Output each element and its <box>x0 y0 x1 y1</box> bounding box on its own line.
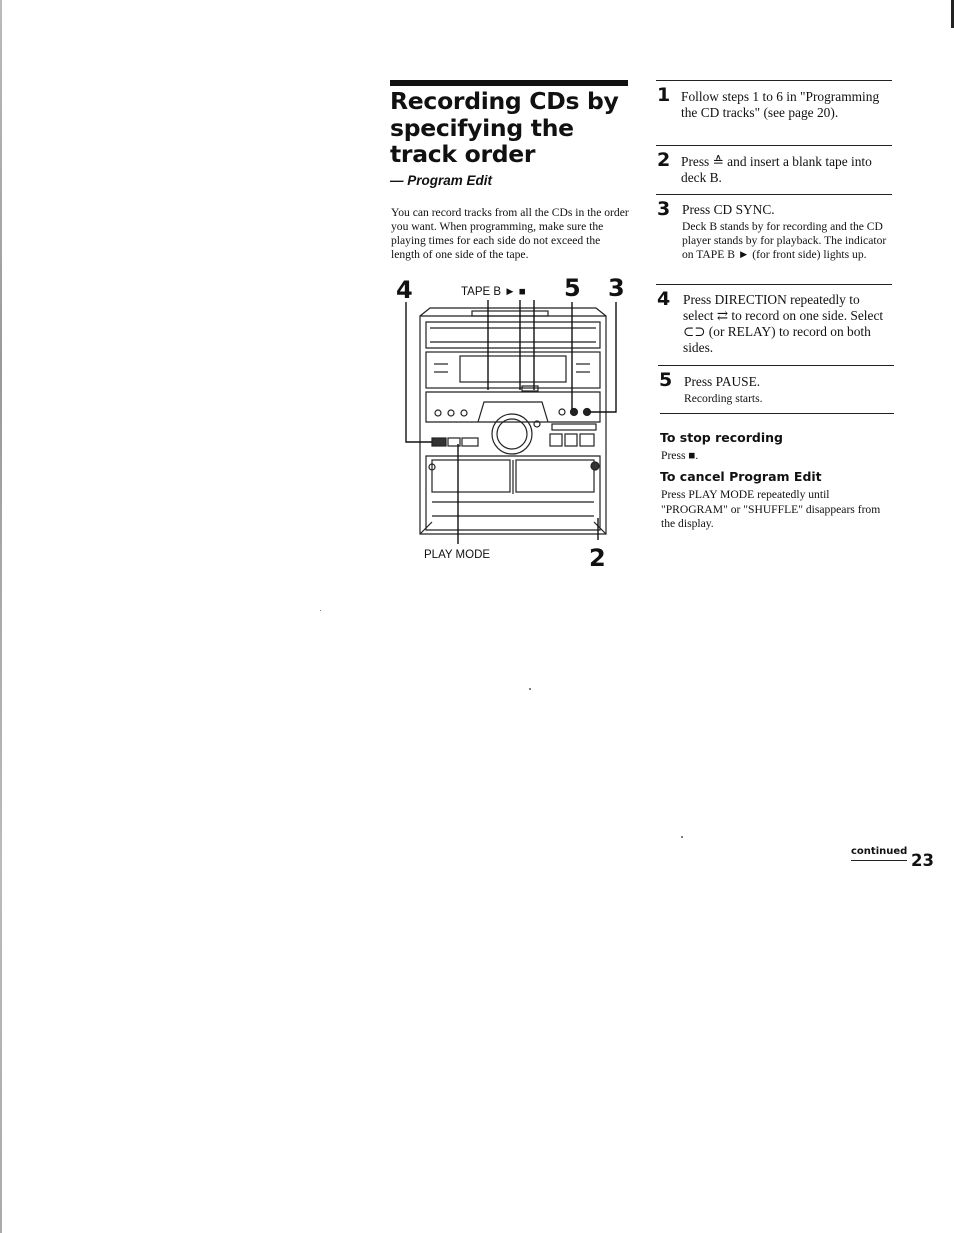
intro-paragraph: You can record tracks from all the CDs in the order you want. When programming, make sure the playing times for each side do not exceed the length of one side of the tape. <box>391 206 629 261</box>
page-title <box>390 88 630 168</box>
scan-speck <box>529 688 531 690</box>
step-2-rule <box>656 145 892 146</box>
callout-5: 5 <box>564 274 581 302</box>
callout-4: 4 <box>396 276 413 304</box>
step-1-rule <box>656 80 892 81</box>
step-2-text: Press ≙ and insert a blank tape into deck B. <box>681 154 872 185</box>
step-1-number: 1 <box>657 84 671 106</box>
step-2-number: 2 <box>657 149 671 171</box>
steps-end-rule <box>660 413 894 414</box>
title-line-2: specifying the <box>390 113 574 142</box>
play-mode-label: PLAY MODE <box>424 549 491 561</box>
stop-recording-body: Press ■. <box>661 449 699 462</box>
stereo-body <box>420 316 606 534</box>
step-4-number: 4 <box>657 288 671 310</box>
step-3-number: 3 <box>657 198 671 220</box>
page-subtitle: — Program Edit <box>390 173 493 188</box>
display-panel <box>426 352 600 388</box>
scan-speck <box>320 610 321 611</box>
step-3-rule <box>656 194 892 195</box>
scan-speck <box>681 836 683 838</box>
step-1-text: Follow steps 1 to 6 in "Programming the CD tracks" (see page 20). <box>681 89 880 120</box>
cancel-program-body: Press PLAY MODE repeatedly until "PROGRAM" or "SHUFFLE" disappears from the display. <box>661 488 881 530</box>
step-5-text: Press PAUSE. <box>684 374 761 389</box>
step-4-text: Press DIRECTION repeatedly to select ⇄ to record on one side. Select ⊂⊃ (or RELAY) to record on both sides. <box>683 292 884 355</box>
stereo-diagram <box>392 272 632 572</box>
tape-b-label: TAPE B ► ■ <box>461 286 526 298</box>
callout-2: 2 <box>589 544 606 572</box>
cancel-program-heading: To cancel Program Edit <box>660 469 822 484</box>
callout-3: 3 <box>608 274 625 302</box>
step-5-sub: Recording starts. <box>684 392 763 405</box>
step-5-rule <box>658 365 894 366</box>
title-line-1: Recording CDs by <box>390 87 619 115</box>
step-3-sub: Deck B stands by for recording and the CD player stands by for playback. The indicator on TAPE B ► (for front side) lights up. <box>682 220 887 261</box>
step-3-text: Press CD SYNC. <box>682 202 775 217</box>
stop-recording-heading: To stop recording <box>660 430 783 445</box>
title-rule <box>390 80 628 86</box>
step-4-rule <box>656 284 892 285</box>
volume-knob <box>492 414 532 454</box>
continued-label: continued <box>851 846 907 861</box>
step-5-number: 5 <box>659 369 673 391</box>
stereo-illustration <box>392 272 632 572</box>
title-line-3: track order <box>390 140 536 168</box>
page-number: 23 <box>911 851 934 870</box>
page-edge-left <box>0 0 2 1233</box>
